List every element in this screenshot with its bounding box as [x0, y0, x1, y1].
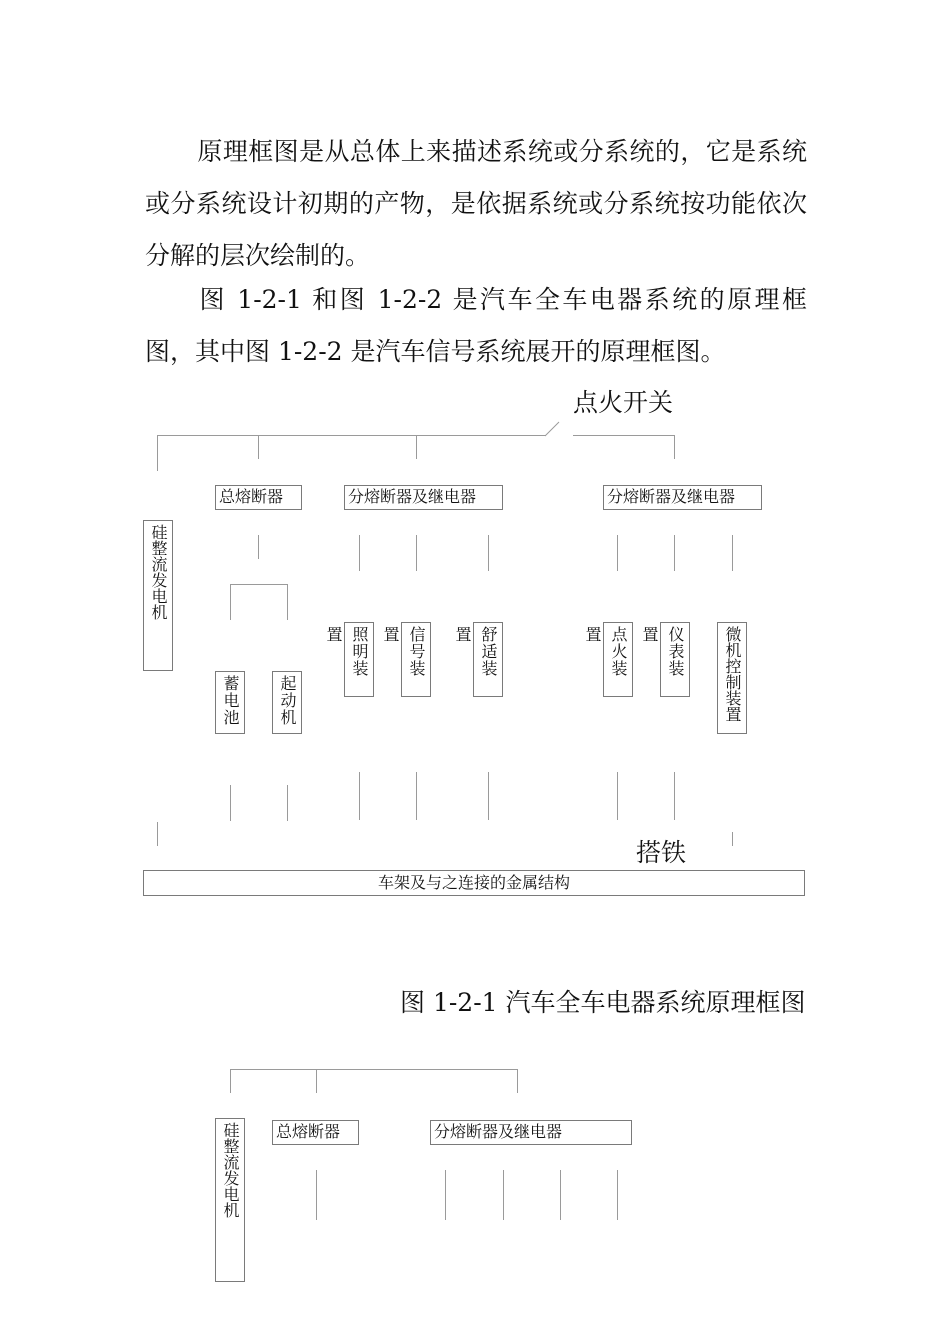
relay-group-box-3: 分熔断器及继电器 — [430, 1120, 632, 1145]
connector-line — [732, 832, 733, 846]
lighting-box: 照明装置 — [344, 622, 374, 697]
starter-box: 起动机 — [272, 671, 302, 734]
ignition-switch-label: 点火开关 — [573, 388, 674, 417]
paragraph-1: 原理框图是从总体上来描述系统或分系统的，它是系统或分系统设计初期的产物，是依据系统或分系统按功能依次分解的层次绘制的。 — [145, 137, 807, 270]
connector-line — [416, 772, 417, 820]
connector-line — [503, 1170, 504, 1220]
instrument-box: 仪表装置 — [660, 622, 690, 697]
connector-line — [287, 584, 288, 620]
connector-line — [157, 435, 158, 471]
connector-line — [230, 584, 231, 620]
microcomputer-box: 微机控制装置 — [717, 622, 747, 734]
connector-line — [157, 822, 158, 846]
ground-label: 搭铁 — [636, 838, 687, 867]
relay-group-box-1: 分熔断器及继电器 — [344, 485, 503, 510]
connector-line — [230, 1069, 231, 1093]
connector-line — [488, 535, 489, 571]
connector-line — [316, 1069, 317, 1093]
connector-line — [560, 1170, 561, 1220]
bracket-line — [230, 584, 288, 585]
connector-line — [617, 1170, 618, 1220]
connector-line — [258, 535, 259, 559]
connector-line — [416, 535, 417, 571]
connector-line — [674, 535, 675, 571]
signal-box: 信号装置 — [401, 622, 431, 697]
connector-line — [517, 1069, 518, 1093]
connector-line — [674, 772, 675, 820]
connector-line — [674, 435, 675, 459]
ignition-device-box: 点火装置 — [603, 622, 633, 697]
connector-line — [359, 772, 360, 820]
connector-line — [359, 535, 360, 571]
paragraph-2: 图 1-2-1 和图 1-2-2 是汽车全车电器系统的原理框图，其中图 1-2-2 是汽车信号系统展开的原理框图。 — [145, 285, 807, 366]
generator-box: 硅整流发电机 — [143, 520, 173, 671]
connector-line — [617, 772, 618, 820]
top-bus-line-right — [573, 435, 675, 436]
connector-line — [445, 1170, 446, 1220]
main-fuse-box-2: 总熔断器 — [272, 1120, 359, 1145]
connector-line — [617, 535, 618, 571]
relay-group-box-2: 分熔断器及继电器 — [603, 485, 762, 510]
connector-line — [732, 535, 733, 571]
generator-box-2: 硅整流发电机 — [215, 1118, 245, 1282]
main-fuse-box: 总熔断器 — [215, 485, 302, 510]
connector-line — [416, 435, 417, 459]
top-bus-line — [230, 1069, 518, 1070]
top-bus-line — [157, 435, 546, 436]
connector-line — [287, 785, 288, 821]
figure-1-caption: 图 1-2-1 汽车全车电器系统原理框图 — [400, 988, 806, 1017]
battery-box: 蓄电池 — [215, 671, 245, 734]
connector-line — [488, 772, 489, 820]
connector-line — [258, 435, 259, 459]
switch-lever-line — [545, 421, 561, 437]
connector-line — [230, 785, 231, 821]
frame-box: 车架及与之连接的金属结构 — [143, 870, 805, 896]
connector-line — [316, 1170, 317, 1220]
comfort-box: 舒适装置 — [473, 622, 503, 697]
